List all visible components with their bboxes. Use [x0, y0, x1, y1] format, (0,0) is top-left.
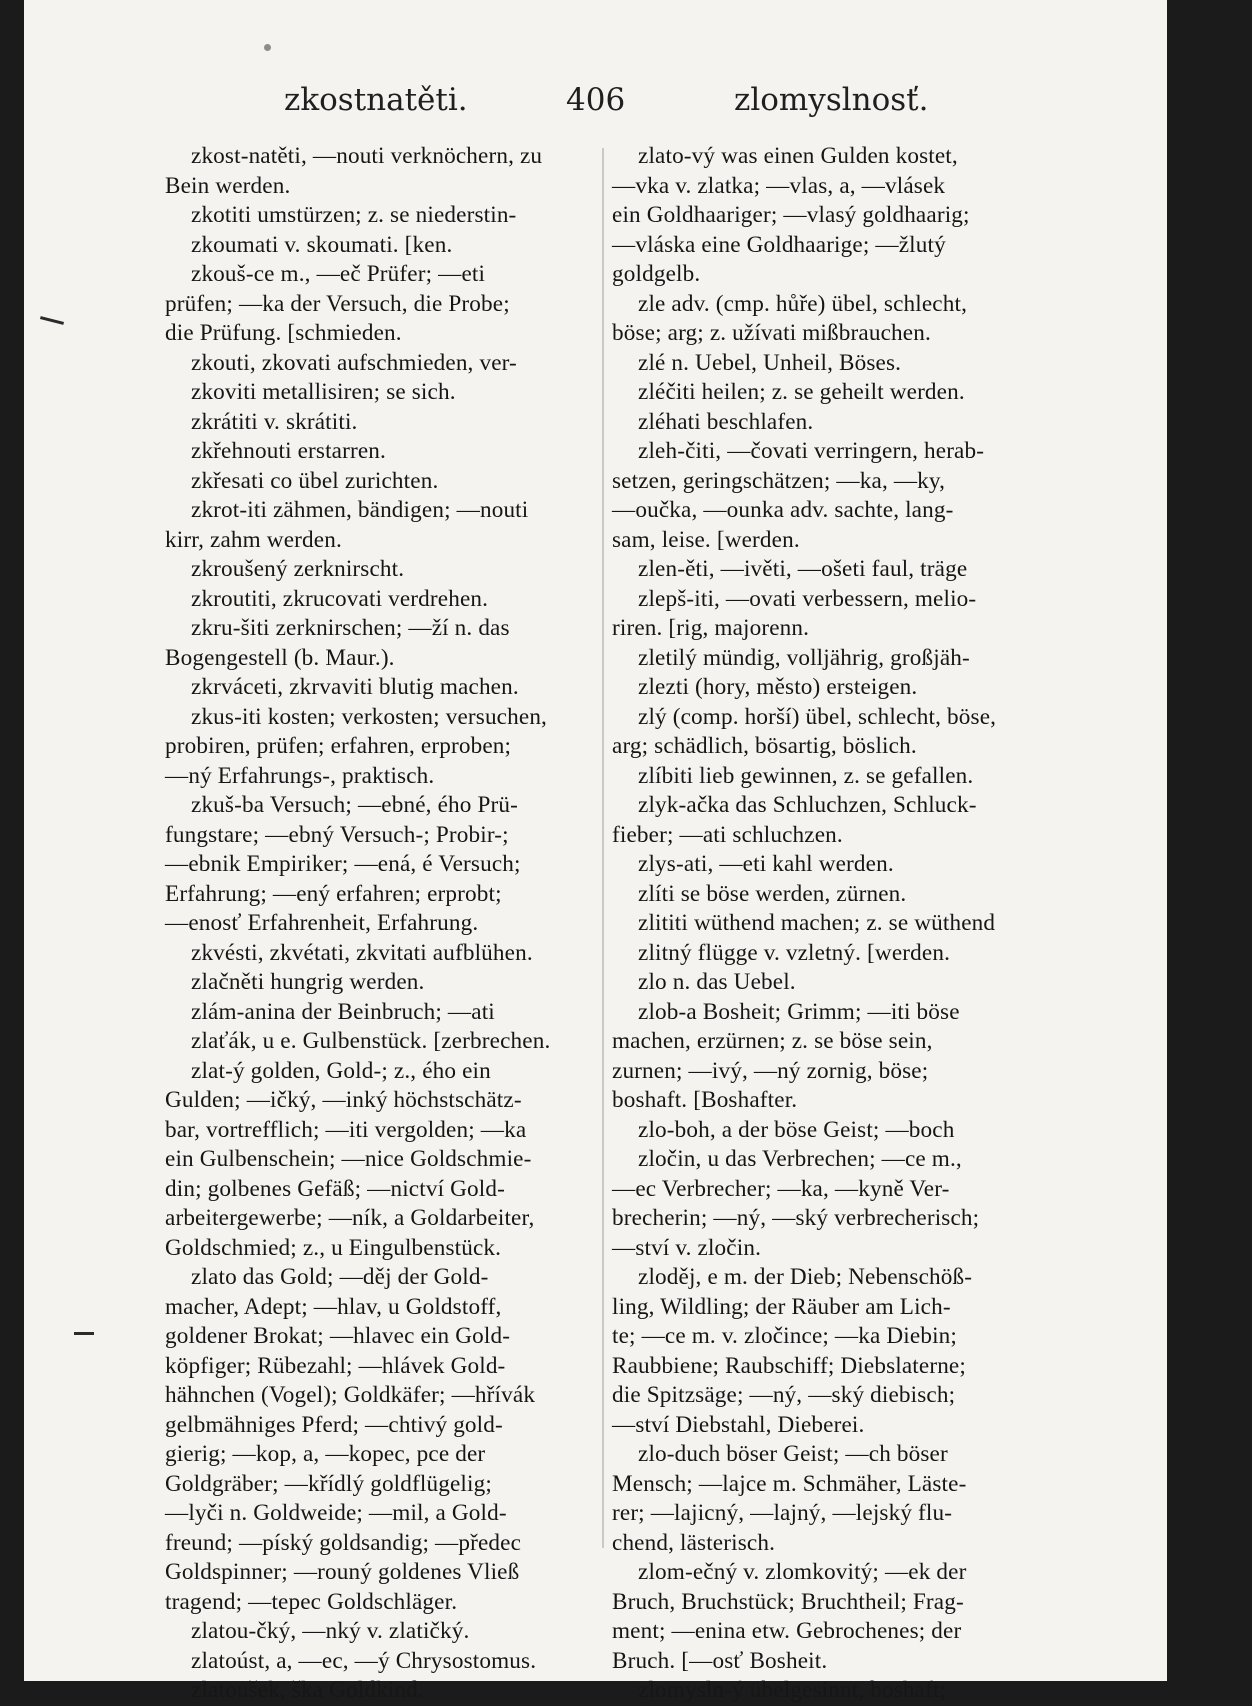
entry-line: —ství Diebstahl, Dieberei.	[612, 1411, 865, 1438]
entry-line: riren. [rig, majorenn.	[612, 615, 810, 641]
entry-line: zkuš-ba Versuch; —ebné, ého Prü-	[191, 792, 518, 818]
entry-line: zlyk-ačka das Schluchzen, Schluck-	[638, 792, 977, 818]
entry-line: gierig; —kop, a, —kopec, pce der	[165, 1441, 486, 1467]
entry-line: zlíti se böse werden, zürnen.	[638, 880, 907, 907]
entry-line: zlám-anina der Beinbruch; —ati	[191, 998, 495, 1025]
entry-line: ling, Wildling; der Räuber am Lich-	[612, 1293, 951, 1320]
entry-line: zkotiti umstürzen; z. se niederstin-	[191, 202, 517, 228]
entry-line: fungstare; —ebný Versuch-; Probir-;	[165, 821, 509, 848]
entry-line: machen, erzürnen; z. se böse sein,	[612, 1028, 933, 1054]
entry-line: goldener Brokat; —hlavec ein Gold-	[165, 1323, 511, 1349]
running-header	[24, 82, 1167, 132]
entry-line: bar, vortrefflich; —iti vergolden; —ka	[165, 1116, 527, 1143]
entry-line: zlititi wüthend machen; z. se wüthend	[638, 910, 996, 936]
entry-line: zkoviti metallisiren; se sich.	[191, 379, 456, 405]
entry-line: zkrátiti v. skrátiti.	[191, 408, 358, 435]
entry-line: Goldschmied; z., u Eingulbenstück.	[165, 1234, 502, 1261]
entry-line: zlo-duch böser Geist; —ch böser	[638, 1441, 948, 1467]
entry-line: zlé n. Uebel, Unheil, Böses.	[638, 349, 902, 376]
column-divider	[602, 148, 604, 1548]
entry-line: sam, leise. [werden.	[612, 526, 800, 553]
page-number: 406	[566, 82, 626, 118]
entry-line: zločin, u das Verbrechen; —ce m.,	[638, 1146, 962, 1172]
entry-line: kirr, zahm werden.	[165, 526, 342, 553]
entry-line: zkroutiti, zkrucovati verdrehen.	[191, 585, 489, 612]
entry-line: die Spitzsäge; —ný, —ský diebisch;	[612, 1382, 956, 1408]
entry-line: Bruch. [—osť Bosheit.	[612, 1647, 828, 1674]
entry-line: zlepš-iti, —ovati verbessern, melio-	[638, 585, 977, 612]
entry-line: zloděj, e m. der Dieb; Nebenschöß-	[638, 1264, 973, 1290]
entry-line: Bein werden.	[165, 172, 291, 199]
entry-line: zlato-vý was einen Gulden kostet,	[638, 143, 958, 169]
speck-mark	[264, 44, 271, 51]
entry-line: Bogengestell (b. Maur.).	[165, 644, 395, 671]
entry-line: —oučka, —ounka adv. sachte, lang-	[612, 497, 954, 523]
entry-line: zlys-ati, —eti kahl werden.	[638, 851, 894, 877]
entry-line: zléhati beschlafen.	[638, 408, 814, 435]
entry-line: hähnchen (Vogel); Goldkäfer; —hřívák	[165, 1382, 536, 1408]
entry-line: —ebnik Empiriker; —ená, é Versuch;	[165, 851, 521, 877]
margin-mark	[74, 1332, 94, 1335]
entry-line: zléčiti heilen; z. se geheilt werden.	[638, 379, 965, 405]
entry-line: —enosť Erfahrenheit, Erfahrung.	[165, 910, 479, 936]
entry-line: —vláska eine Goldhaarige; —žlutý	[612, 231, 946, 258]
entry-line: Mensch; —lajce m. Schmäher, Läste-	[612, 1470, 967, 1497]
header-left-word: zkostnatěti.	[284, 82, 468, 118]
entry-line: —ec Verbrecher; —ka, —kyně Ver-	[612, 1175, 950, 1202]
entry-line: arbeitergewerbe; —ník, a Goldarbeiter,	[165, 1205, 535, 1231]
entry-line: zleh-čiti, —čovati verringern, herab-	[638, 438, 985, 464]
margin-mark	[40, 316, 64, 325]
entry-line: zlitný flügge v. vzletný. [werden.	[638, 939, 951, 966]
entry-line: zlíbiti lieb gewinnen, z. se gefallen.	[638, 762, 974, 789]
entry-line: boshaft. [Boshafter.	[612, 1087, 798, 1113]
entry-line: —lyči n. Goldweide; —mil, a Gold-	[165, 1500, 507, 1526]
entry-line: zlato das Gold; —děj der Gold-	[191, 1264, 489, 1290]
entry-line: macher, Adept; —hlav, u Goldstoff,	[165, 1293, 502, 1320]
entry-line: zlezti (hory, město) ersteigen.	[638, 674, 918, 700]
entry-line: ein Goldhaariger; —vlasý goldhaarig;	[612, 202, 970, 228]
entry-line: Gulden; —ičký, —inký höchstschätz-	[165, 1087, 522, 1113]
entry-line: —ný Erfahrungs-, praktisch.	[165, 762, 435, 789]
entry-line: zkřehnouti erstarren.	[191, 438, 387, 464]
entry-line: Raubbiene; Raubschiff; Diebslaterne;	[612, 1352, 966, 1379]
entry-line: zlob-a Bosheit; Grimm; —iti böse	[638, 998, 960, 1025]
entry-line: zlo-boh, a der böse Geist; —boch	[638, 1116, 955, 1143]
entry-line: zlačněti hungrig werden.	[191, 969, 425, 995]
entry-line: zkvésti, zkvétati, zkvitati aufblühen.	[191, 939, 533, 966]
right-column	[612, 142, 1045, 1706]
entry-line: zlom-ečný v. zlomkovitý; —ek der	[638, 1559, 967, 1585]
entry-line: gelbmähniges Pferd; —chtivý gold-	[165, 1411, 503, 1438]
entry-line: prüfen; —ka der Versuch, die Probe;	[165, 290, 510, 317]
entry-line: zkoumati v. skoumati. [ken.	[191, 231, 453, 258]
entry-line: rer; —lajicný, —lajný, —lejský flu-	[612, 1500, 953, 1526]
entry-line: goldgelb.	[612, 261, 701, 287]
entry-line: zlat-ý golden, Gold-; z., ého ein	[191, 1057, 491, 1084]
entry-line: —ství v. zločin.	[612, 1234, 762, 1261]
header-right-word: zlomyslnosť.	[734, 82, 929, 118]
left-column	[165, 142, 597, 1706]
entry-line: zkrváceti, zkrvaviti blutig machen.	[191, 674, 519, 700]
entry-line: zlatou-čký, —nký v. zlatičký.	[191, 1618, 470, 1644]
entry-line: arg; schädlich, bösartig, böslich.	[612, 733, 917, 759]
entry-line: Bruch, Bruchstück; Bruchtheil; Frag-	[612, 1588, 964, 1615]
entry-line: Erfahrung; —ený erfahren; erprobt;	[165, 880, 502, 907]
entry-line: zurnen; —ivý, —ný zornig, böse;	[612, 1057, 929, 1084]
entry-line: zkrot-iti zähmen, bändigen; —nouti	[191, 497, 529, 523]
entry-line: probiren, prüfen; erfahren, erproben;	[165, 733, 512, 759]
entry-line: zlen-ěti, —ivěti, —ošeti faul, träge	[638, 556, 968, 582]
entry-line: te; —ce m. v. zločince; —ka Diebin;	[612, 1323, 958, 1349]
entry-line: zkřesati co übel zurichten.	[191, 467, 439, 494]
entry-line: zkus-iti kosten; verkosten; versuchen,	[191, 703, 548, 730]
entry-line: böse; arg; z. užívati mißbrauchen.	[612, 320, 931, 346]
entry-line: din; golbenes Gefäß; —nictví Gold-	[165, 1175, 505, 1202]
entry-line: zkost-natěti, —nouti verknöchern, zu	[191, 143, 543, 169]
entry-line: zkru-šiti zerknirschen; —ží n. das	[191, 615, 510, 641]
entry-line: die Prüfung. [schmieden.	[165, 320, 402, 346]
entry-line: köpfiger; Rübezahl; —hlávek Gold-	[165, 1352, 506, 1379]
entry-line: zkouti, zkovati aufschmieden, ver-	[191, 349, 517, 376]
entry-line: —vka v. zlatka; —vlas, a, —vlásek	[612, 172, 946, 199]
entry-line: zkroušený zerknirscht.	[191, 556, 405, 582]
entry-line: ein Gulbenschein; —nice Goldschmie-	[165, 1146, 532, 1172]
entry-line: tragend; —tepec Goldschläger.	[165, 1588, 458, 1615]
entry-line: zletilý mündig, volljährig, großjäh-	[638, 644, 970, 671]
entry-line: zlatoušek, ška Goldkind.	[191, 1677, 424, 1703]
dictionary-page	[24, 0, 1167, 1703]
entry-line: freund; —píský goldsandig; —předec	[165, 1529, 522, 1556]
entry-line: chend, lästerisch.	[612, 1529, 776, 1556]
entry-line: zlaťák, u e. Gulbenstück. [zerbrechen.	[191, 1028, 551, 1054]
entry-line: zlomysln-ý übelgesinnt, boshaft;	[638, 1677, 947, 1703]
entry-line: zle adv. (cmp. hůře) übel, schlecht,	[638, 290, 968, 317]
entry-line: zkouš-ce m., —eč Prüfer; —eti	[191, 261, 486, 287]
entry-line: zlatoúst, a, —ec, —ý Chrysostomus.	[191, 1647, 537, 1674]
entry-line: zlý (comp. horší) übel, schlecht, böse,	[638, 703, 997, 730]
entry-line: zlo n. das Uebel.	[638, 969, 796, 995]
entry-line: fieber; —ati schluchzen.	[612, 821, 843, 848]
entry-line: Goldspinner; —rouný goldenes Vließ	[165, 1559, 520, 1585]
entry-line: ment; —enina etw. Gebrochenes; der	[612, 1618, 962, 1644]
entry-line: Goldgräber; —křídlý goldflügelig;	[165, 1470, 492, 1497]
entry-line: setzen, geringschätzen; —ka, —ky,	[612, 467, 946, 494]
entry-line: brecherin; —ný, —ský verbrecherisch;	[612, 1205, 980, 1231]
